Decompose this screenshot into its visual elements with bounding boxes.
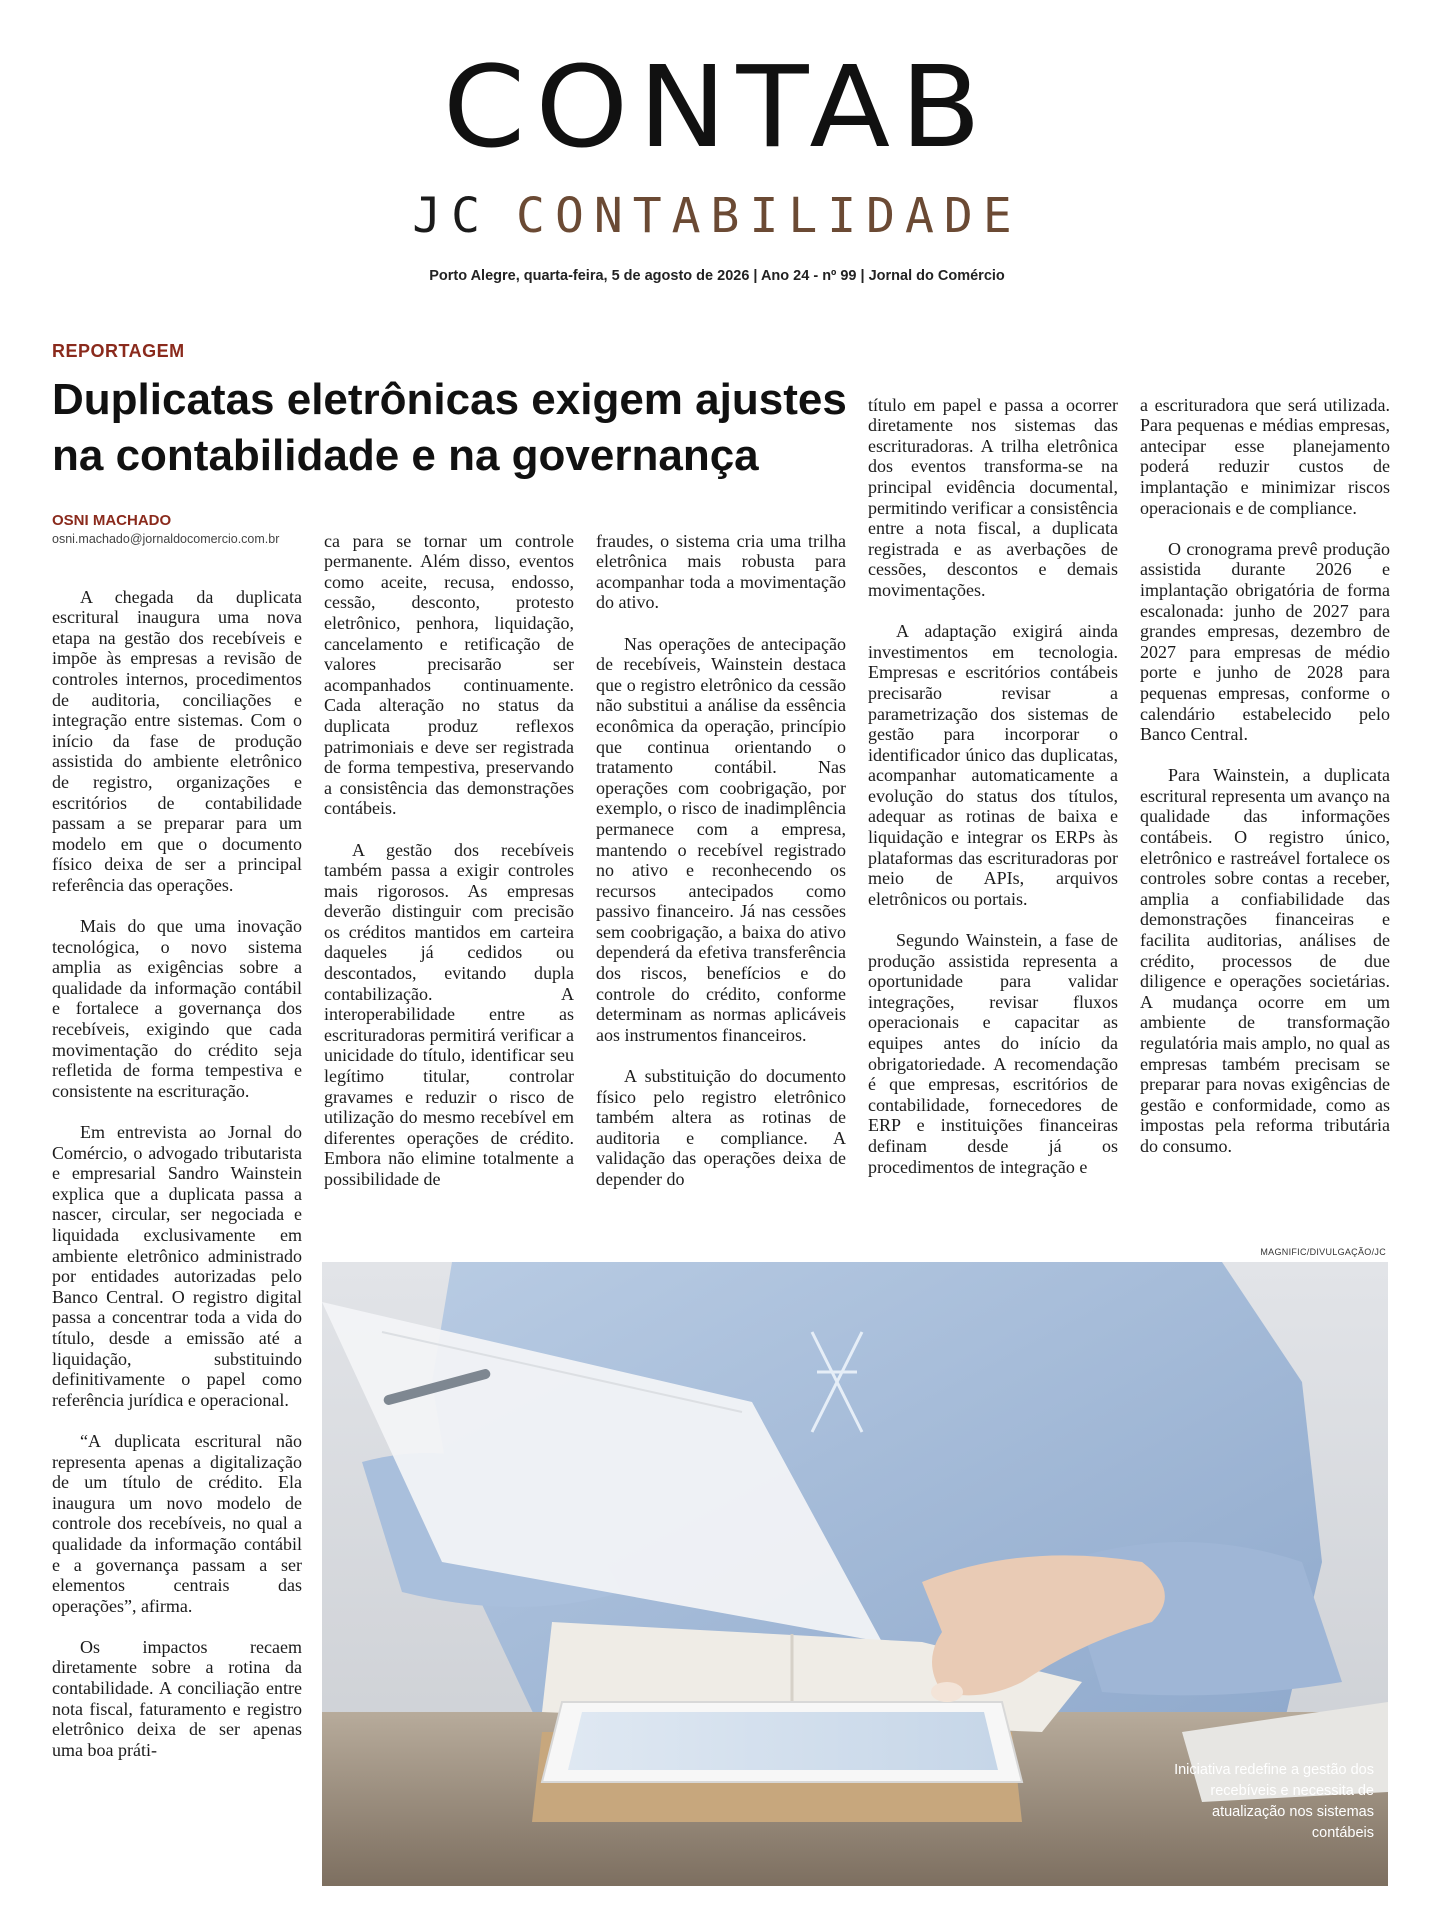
paragraph: título em papel e passa a ocorrer diretamente nos sistemas das escrituradoras. A trilha eletrônica dos eventos transforma-se na principal evidência documental, permitindo verificar a consistência entre a nota fiscal, a duplicata registrada e as averbações de cessões, descontos e demais movimentações. xyxy=(868,394,1118,600)
section-kicker: REPORTAGEM xyxy=(52,341,185,361)
paragraph: A gestão dos recebíveis também passa a exigir controles mais rigorosos. As empresas deverão distinguir com precisão os créditos mantidos em carteira daqueles já cedidos ou descontados, evitando dupla contabilização. A interoperabilidade entre as escrituradoras permitirá verificar a unicidade do título, identificar seu legítimo titular, controlar gravames e reduzir o risco de utilização do mesmo recebível em diferentes operações de crédito. Embora não elimine totalmente a possibilidade de xyxy=(324,839,574,1189)
paragraph: Os impactos recaem diretamente sobre a rotina da contabilidade. A conciliação entre nota fiscal, faturamento e registro eletrônico deixa de ser apenas uma boa práti- xyxy=(52,1636,302,1760)
paragraph: Mais do que uma inovação tecnológica, o novo sistema amplia as exigências sobre a qualidade da informação contábil e fortalece a governança dos recebíveis, exigindo que cada movimentação do crédito seja refletida de forma tempestiva e consistente na escrituração. xyxy=(52,916,302,1101)
article-column-1 xyxy=(52,566,302,1894)
photo-caption: Iniciativa redefine a gestão dos recebíveis e necessita de atualização nos sistemas contábeis xyxy=(1174,1762,1374,1841)
article-column-5 xyxy=(1140,374,1390,1220)
paragraph: A chegada da duplicata escritural inaugura uma nova etapa na gestão dos recebíveis e impõe às empresas a revisão de controles internos, procedimentos de auditoria, conciliações e integração entre sistemas. Com o início da fase de produção assistida do ambiente eletrônico de registro, organizações e escritórios de contabilidade passam a se preparar para um modelo em que o documento físico deixa de ser a principal referência das operações. xyxy=(52,586,302,895)
paragraph: Em entrevista ao Jornal do Comércio, o advogado tributarista e empresarial Sandro Wainstein explica que a duplicata passa a nascer, circular, ser negociada e liquidada exclusivamente em ambiente eletrônico administrado por entidades autorizadas pelo Banco Central. O registro digital passa a concentrar toda a vida do título, desde a emissão até a liquidação, substituindo definitivamente o papel como referência jurídica e operacional. xyxy=(52,1122,302,1410)
masthead-subtitle xyxy=(0,188,1434,244)
article-column-2 xyxy=(324,510,574,1220)
photo-credit: MAGNIFIC/DIVULGAÇÃO/JC xyxy=(1260,1247,1386,1257)
paragraph: Nas operações de antecipação de recebíveis, Wainstein destaca que o registro eletrônico da cessão não substitui a análise da essência econômica da operação, princípio que continua orientando o tratamento contábil. Nas operações com coobrigação, por exemplo, o risco de inadimplência permanece com a empresa, mantendo o recebível registrado no ativo e reconhecendo os recursos antecipados como passivo financeiro. Já nas cessões sem coobrigação, a baixa do ativo dependerá da efetiva transferência dos riscos, benefícios e do controle do crédito, conforme determinam as normas aplicáveis aos instrumentos financeiros. xyxy=(596,633,846,1045)
article-column-4 xyxy=(868,374,1118,1220)
byline-email[interactable]: osni.machado@jornaldocomercio.com.br xyxy=(52,532,280,546)
paragraph: ca para se tornar um controle permanente. Além disso, eventos como aceite, recusa, endosso, cessão, desconto, protesto eletrônico, penhora, liquidação, cancelamento e retificação de valores precisarão ser acompanhados continuamente. Cada alteração no status da duplicata produz reflexos patrimoniais e deve ser registrada de forma tempestiva, preservando a consistência das demonstrações contábeis. xyxy=(324,530,574,819)
dateline: Porto Alegre, quarta-feira, 5 de agosto de 2026 | Ano 24 - nº 99 | Jornal do Comércio xyxy=(429,268,1005,284)
paragraph: a escrituradora que será utilizada. Para pequenas e médias empresas, antecipar esse planejamento poderá reduzir custos de implantação e minimizar riscos operacionais e de compliance. xyxy=(1140,394,1390,518)
article-column-3 xyxy=(596,510,846,1220)
article-headline: Duplicatas eletrônicas exigem ajustes na contabilidade e na governança xyxy=(52,375,847,480)
masthead-logo: CONTAB xyxy=(442,41,992,173)
paragraph: A adaptação exigirá ainda investimentos em tecnologia. Empresas e escritórios contábeis precisarão revisar a parametrização dos sistemas de gestão para incorporar o identificador único das duplicatas, acompanhar automaticamente a evolução do status dos títulos, adequar as rotinas de baixa e liquidação e integrar os ERPs às plataformas das escrituradoras por meio de APIs, arquivos eletrônicos ou portais. xyxy=(868,621,1118,909)
paragraph: “A duplicata escritural não representa apenas a digitalização de um título de crédito. Ela inaugura um novo modelo de controle dos recebíveis, no qual a qualidade da informação contábil e a governança passam a ser elementos centrais das operações”, afirma. xyxy=(52,1430,302,1616)
masthead-section: CONTABILIDADE xyxy=(516,188,1022,244)
paragraph: A substituição do documento físico pelo registro eletrônico também altera as rotinas de auditoria e compliance. A validação das operações deixa de depender do xyxy=(596,1066,846,1189)
byline-author: OSNI MACHADO xyxy=(52,512,172,529)
paragraph: Para Wainstein, a duplicata escritural representa um avanço na qualidade das informações contábeis. O registro único, eletrônico e rastreável fortalece os controles sobre contas a receber, amplia a confiabilidade das demonstrações financeiras e facilita auditorias, análises de crédito, processos de due diligence e operações societárias. A mudança ocorre em um ambiente de transformação regulatória mais amplo, no qual as empresas também precisam se preparar para novas exigências de gestão e conformidade, como as impostas pela reforma tributária do consumo. xyxy=(1140,765,1390,1156)
paragraph: fraudes, o sistema cria uma trilha eletrônica mais robusta para acompanhar toda a movimentação do ativo. xyxy=(596,530,846,613)
paragraph: O cronograma prevê produção assistida durante 2026 e implantação obrigatória de forma escalonada: junho de 2027 para grandes empresas, dezembro de 2027 para empresas de médio porte e junho de 2028 para pequenas empresas, conforme o calendário estabelecido pelo Banco Central. xyxy=(1140,538,1390,745)
paragraph: Segundo Wainstein, a fase de produção assistida representa a oportunidade para validar integrações, revisar fluxos operacionais e capacitar as equipes antes do início da obrigatoriedade. A recomendação é que empresas, escritórios de contabilidade, fornecedores de ERP e instituições financeiras definam desde já os procedimentos de integração e xyxy=(868,930,1118,1177)
masthead-jc: JC xyxy=(412,188,491,244)
